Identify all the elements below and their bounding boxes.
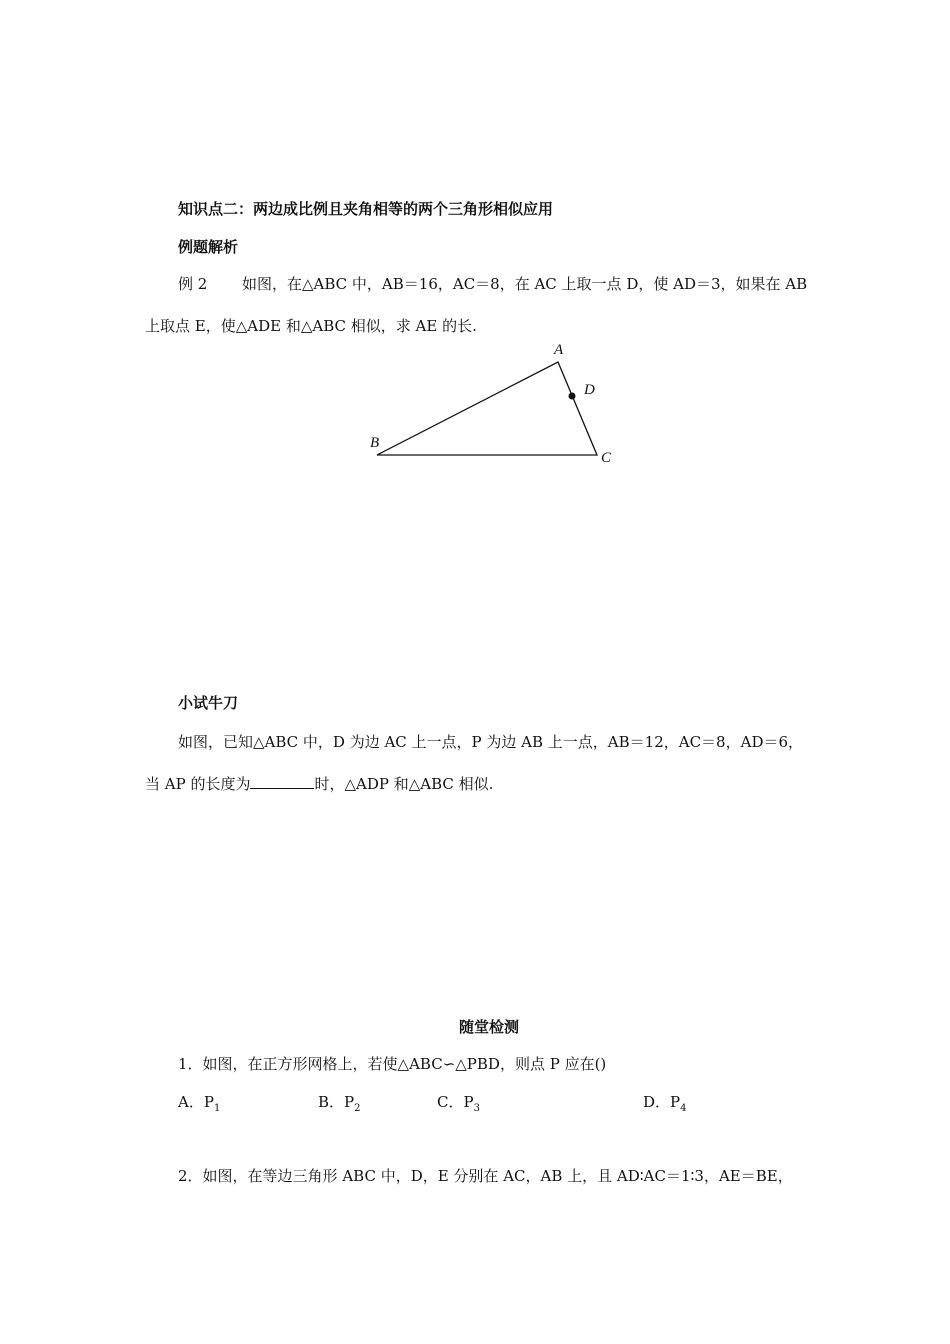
practice-text-before-blank: 当 AP 的长度为	[145, 775, 251, 793]
option-b: B．$P_2$	[318, 1093, 361, 1114]
vertex-label-a: A	[554, 342, 564, 358]
example-text-line2: 上取点 E，使△ADE 和△ABC 相似，求 AE 的长.	[145, 317, 477, 335]
question-1-text: 1．如图，在正方形网格上，若使△ABC∽△PBD，则点 P 应在()	[178, 1055, 607, 1073]
option-c: C．$P_3$	[437, 1093, 480, 1114]
example-subheading: 例题解析	[178, 238, 239, 256]
practice-text-line2	[145, 773, 493, 794]
practice-text-line1: 如图，已知△ABC 中，D 为边 AC 上一点，P 为边 AB 上一点，AB＝12，AC＝8，AD＝6，	[178, 733, 804, 751]
vertex-label-b: B	[370, 435, 380, 451]
practice-heading: 小试牛刀	[178, 694, 239, 712]
option-a: A．$P_1$	[178, 1093, 221, 1114]
point-d-dot	[569, 393, 576, 400]
example-text-line1: 如图，在△ABC 中，AB＝16，AC＝8，在 AC 上取一点 D，使 AD＝3，如果在 AB	[242, 275, 808, 293]
triangle-abc	[377, 362, 597, 455]
example-label: 例 2	[178, 275, 208, 293]
answer-blank	[250, 776, 314, 789]
point-label-d: D	[584, 382, 595, 398]
option-d: D．$P_4$	[643, 1093, 687, 1114]
vertex-label-c: C	[601, 450, 612, 466]
section-heading: 知识点二：两边成比例且夹角相等的两个三角形相似应用	[178, 200, 554, 218]
practice-text-after-blank: 时，△ADP 和△ABC 相似.	[314, 775, 494, 793]
quiz-heading: 随堂检测	[459, 1018, 520, 1036]
question-2-text: 2．如图，在等边三角形 ABC 中，D，E 分别在 AC，AB 上，且 AD∶AC＝1∶3，AE＝BE，	[178, 1167, 793, 1185]
